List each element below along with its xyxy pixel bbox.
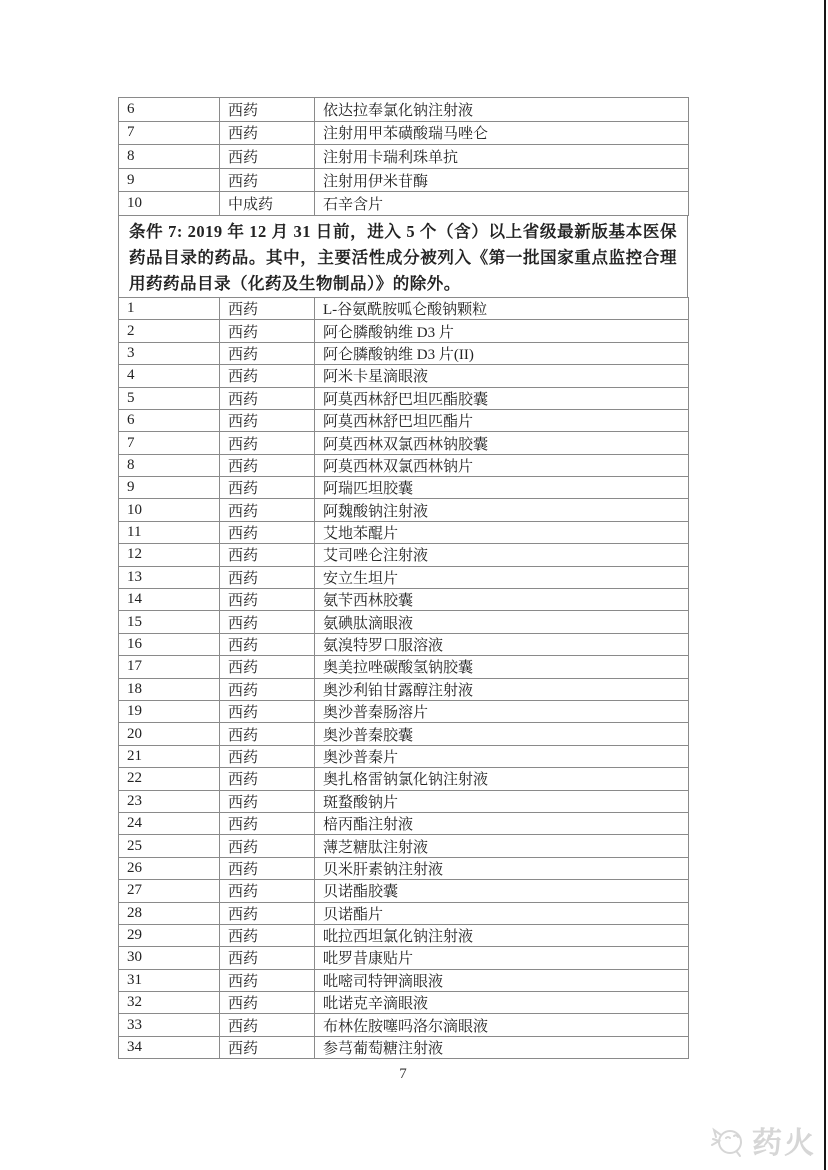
table-row: [119, 611, 689, 633]
drug-table-top-body: [119, 98, 689, 216]
drug-name-cell: 阿莫西林双氯西林钠胶囊: [315, 432, 689, 454]
row-number-cell: 17: [119, 656, 220, 678]
drug-table-top: [118, 97, 689, 216]
drug-name-cell: 吡诺克辛滴眼液: [315, 992, 689, 1014]
table-row: [119, 992, 689, 1014]
drug-type-cell: 西药: [220, 297, 315, 319]
drug-name-cell: 氨碘肽滴眼液: [315, 611, 689, 633]
drug-name-cell: 吡嘧司特钾滴眼液: [315, 969, 689, 991]
drug-name-cell: 奥沙普秦肠溶片: [315, 701, 689, 723]
drug-type-cell: 西药: [220, 745, 315, 767]
row-number-cell: 7: [119, 121, 220, 145]
row-number-cell: 21: [119, 745, 220, 767]
table-row: [119, 98, 689, 122]
table-row: [119, 1036, 689, 1058]
drug-type-cell: 西药: [220, 902, 315, 924]
row-number-cell: 16: [119, 633, 220, 655]
drug-type-cell: 西药: [220, 454, 315, 476]
row-number-cell: 27: [119, 880, 220, 902]
row-number-cell: 13: [119, 566, 220, 588]
drug-name-cell: 奥美拉唑碳酸氢钠胶囊: [315, 656, 689, 678]
table-row: [119, 902, 689, 924]
drug-name-cell: 氨溴特罗口服溶液: [315, 633, 689, 655]
scan-edge-line: [824, 0, 826, 1170]
drug-name-cell: 注射用甲苯磺酸瑞马唑仑: [315, 121, 689, 145]
table-row: [119, 745, 689, 767]
drug-type-cell: 西药: [220, 566, 315, 588]
table-row: [119, 521, 689, 543]
drug-name-cell: 吡罗昔康贴片: [315, 947, 689, 969]
drug-name-cell: 阿莫西林舒巴坦匹酯片: [315, 409, 689, 431]
drug-type-cell: 西药: [220, 992, 315, 1014]
row-number-cell: 26: [119, 857, 220, 879]
table-row: [119, 701, 689, 723]
drug-name-cell: 安立生坦片: [315, 566, 689, 588]
drug-name-cell: 石辛含片: [315, 192, 689, 216]
row-number-cell: 18: [119, 678, 220, 700]
table-row: [119, 387, 689, 409]
row-number-cell: 2: [119, 320, 220, 342]
row-number-cell: 6: [119, 98, 220, 122]
drug-name-cell: 布林佐胺噻吗洛尔滴眼液: [315, 1014, 689, 1036]
table-row: [119, 947, 689, 969]
drug-type-cell: 西药: [220, 544, 315, 566]
drug-list-block: [118, 97, 688, 1059]
drug-type-cell: 西药: [220, 857, 315, 879]
row-number-cell: 20: [119, 723, 220, 745]
drug-type-cell: 西药: [220, 969, 315, 991]
drug-type-cell: 西药: [220, 387, 315, 409]
drug-type-cell: 西药: [220, 768, 315, 790]
table-row: [119, 544, 689, 566]
drug-name-cell: 阿莫西林舒巴坦匹酯胶囊: [315, 387, 689, 409]
table-row: [119, 499, 689, 521]
row-number-cell: 12: [119, 544, 220, 566]
drug-name-cell: 贝米肝素钠注射液: [315, 857, 689, 879]
table-row: [119, 880, 689, 902]
drug-type-cell: 西药: [220, 656, 315, 678]
drug-name-cell: 阿米卡星滴眼液: [315, 365, 689, 387]
table-row: [119, 454, 689, 476]
drug-name-cell: 阿魏酸钠注射液: [315, 499, 689, 521]
drug-name-cell: 贝诺酯胶囊: [315, 880, 689, 902]
drug-name-cell: 奥沙普秦片: [315, 745, 689, 767]
row-number-cell: 33: [119, 1014, 220, 1036]
table-row: [119, 835, 689, 857]
drug-type-cell: 西药: [220, 432, 315, 454]
watermark-label: 药火: [752, 1127, 816, 1160]
drug-name-cell: 阿瑞匹坦胶囊: [315, 477, 689, 499]
drug-type-cell: 西药: [220, 633, 315, 655]
table-row: [119, 168, 689, 192]
table-row: [119, 121, 689, 145]
drug-name-cell: 奥扎格雷钠氯化钠注射液: [315, 768, 689, 790]
drug-name-cell: 注射用卡瑞利珠单抗: [315, 145, 689, 169]
row-number-cell: 25: [119, 835, 220, 857]
row-number-cell: 7: [119, 432, 220, 454]
table-row: [119, 969, 689, 991]
drug-type-cell: 西药: [220, 924, 315, 946]
row-number-cell: 8: [119, 145, 220, 169]
row-number-cell: 8: [119, 454, 220, 476]
drug-type-cell: 西药: [220, 790, 315, 812]
row-number-cell: 9: [119, 477, 220, 499]
row-number-cell: 4: [119, 365, 220, 387]
row-number-cell: 29: [119, 924, 220, 946]
drug-type-cell: 西药: [220, 320, 315, 342]
drug-name-cell: 阿仑膦酸钠维 D3 片: [315, 320, 689, 342]
drug-name-cell: 阿仑膦酸钠维 D3 片(II): [315, 342, 689, 364]
row-number-cell: 1: [119, 297, 220, 319]
table-row: [119, 192, 689, 216]
watermark: [708, 1118, 816, 1162]
drug-type-cell: 西药: [220, 477, 315, 499]
drug-name-cell: 阿莫西林双氯西林钠片: [315, 454, 689, 476]
row-number-cell: 24: [119, 812, 220, 834]
page-number: 7: [399, 1066, 407, 1082]
row-number-cell: 34: [119, 1036, 220, 1058]
row-number-cell: 32: [119, 992, 220, 1014]
table-row: [119, 678, 689, 700]
drug-name-cell: 参芎葡萄糖注射液: [315, 1036, 689, 1058]
row-number-cell: 9: [119, 168, 220, 192]
row-number-cell: 30: [119, 947, 220, 969]
row-number-cell: 3: [119, 342, 220, 364]
drug-name-cell: 依达拉奉氯化钠注射液: [315, 98, 689, 122]
condition-7-note: 条件 7: 2019 年 12 月 31 日前，进入 5 个（含）以上省级最新版基本医保药品目录的药品。其中，主要活性成分被列入《第一批国家重点监控合理用药药品目录（化药及生物制品）》的除外。: [118, 216, 688, 297]
row-number-cell: 10: [119, 192, 220, 216]
table-row: [119, 566, 689, 588]
table-row: [119, 297, 689, 319]
table-row: [119, 768, 689, 790]
table-row: [119, 1014, 689, 1036]
drug-name-cell: 注射用伊米苷酶: [315, 168, 689, 192]
table-row: [119, 589, 689, 611]
drug-type-cell: 西药: [220, 678, 315, 700]
table-row: [119, 342, 689, 364]
row-number-cell: 5: [119, 387, 220, 409]
drug-type-cell: 西药: [220, 589, 315, 611]
drug-name-cell: 斑蝥酸钠片: [315, 790, 689, 812]
row-number-cell: 14: [119, 589, 220, 611]
drug-type-cell: 西药: [220, 835, 315, 857]
drug-name-cell: 奥沙普秦胶囊: [315, 723, 689, 745]
table-row: [119, 477, 689, 499]
table-row: [119, 857, 689, 879]
drug-table-main: [118, 297, 689, 1059]
drug-type-cell: 西药: [220, 723, 315, 745]
table-row: [119, 409, 689, 431]
row-number-cell: 6: [119, 409, 220, 431]
table-row: [119, 812, 689, 834]
drug-name-cell: 贝诺酯片: [315, 902, 689, 924]
drug-type-cell: 西药: [220, 145, 315, 169]
drug-type-cell: 西药: [220, 1036, 315, 1058]
doodle-fish-icon: [708, 1121, 748, 1159]
table-row: [119, 145, 689, 169]
drug-type-cell: 西药: [220, 812, 315, 834]
row-number-cell: 28: [119, 902, 220, 924]
row-number-cell: 11: [119, 521, 220, 543]
table-row: [119, 633, 689, 655]
row-number-cell: 31: [119, 969, 220, 991]
drug-type-cell: 西药: [220, 409, 315, 431]
row-number-cell: 10: [119, 499, 220, 521]
drug-type-cell: 西药: [220, 880, 315, 902]
drug-name-cell: 艾司唑仑注射液: [315, 544, 689, 566]
table-row: [119, 656, 689, 678]
drug-name-cell: 氨苄西林胶囊: [315, 589, 689, 611]
drug-type-cell: 西药: [220, 499, 315, 521]
row-number-cell: 15: [119, 611, 220, 633]
table-row: [119, 790, 689, 812]
drug-type-cell: 西药: [220, 98, 315, 122]
drug-type-cell: 西药: [220, 365, 315, 387]
table-row: [119, 924, 689, 946]
drug-type-cell: 西药: [220, 701, 315, 723]
drug-type-cell: 西药: [220, 121, 315, 145]
row-number-cell: 23: [119, 790, 220, 812]
drug-type-cell: 西药: [220, 342, 315, 364]
table-row: [119, 365, 689, 387]
row-number-cell: 22: [119, 768, 220, 790]
drug-type-cell: 西药: [220, 168, 315, 192]
drug-name-cell: L-谷氨酰胺呱仑酸钠颗粒: [315, 297, 689, 319]
drug-type-cell: 西药: [220, 611, 315, 633]
table-row: [119, 723, 689, 745]
drug-type-cell: 中成药: [220, 192, 315, 216]
table-row: [119, 320, 689, 342]
drug-table-main-body: [119, 297, 689, 1058]
drug-name-cell: 艾地苯醌片: [315, 521, 689, 543]
drug-name-cell: 吡拉西坦氯化钠注射液: [315, 924, 689, 946]
drug-type-cell: 西药: [220, 1014, 315, 1036]
drug-name-cell: 薄芝糖肽注射液: [315, 835, 689, 857]
table-row: [119, 432, 689, 454]
drug-type-cell: 西药: [220, 521, 315, 543]
drug-name-cell: 棓丙酯注射液: [315, 812, 689, 834]
row-number-cell: 19: [119, 701, 220, 723]
drug-type-cell: 西药: [220, 947, 315, 969]
drug-name-cell: 奥沙利铂甘露醇注射液: [315, 678, 689, 700]
